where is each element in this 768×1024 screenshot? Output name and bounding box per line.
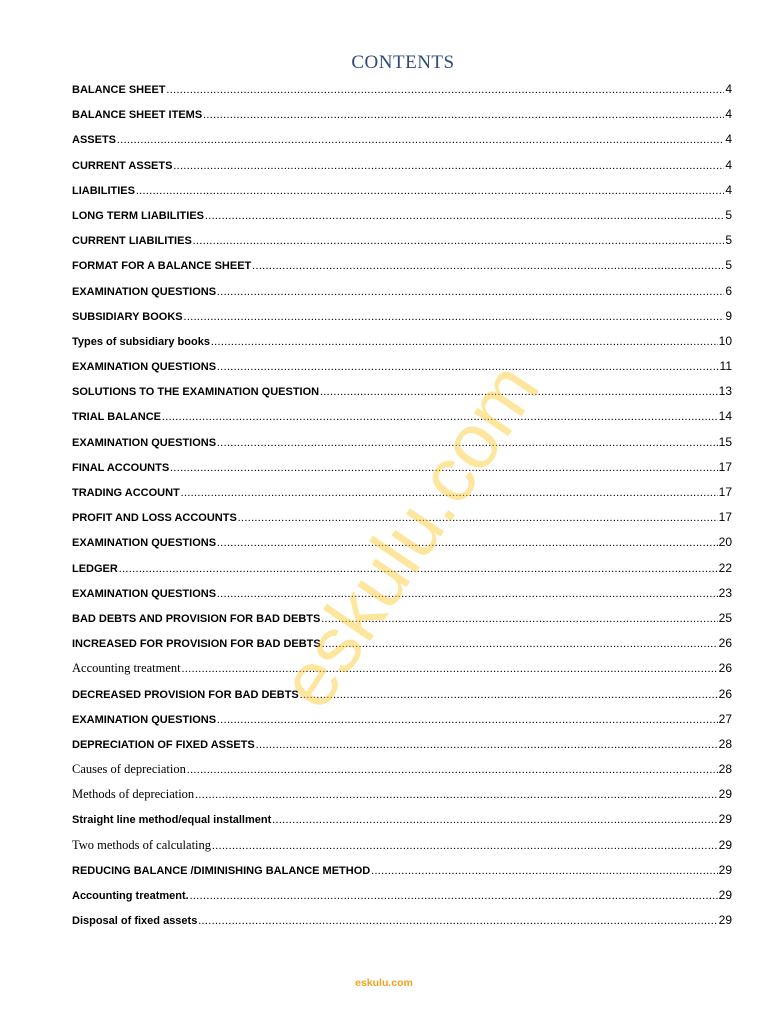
- toc-entry[interactable]: [72, 530, 732, 555]
- toc-entry[interactable]: [72, 631, 732, 656]
- toc-entry[interactable]: [72, 253, 732, 278]
- toc-entry-page-number: 29: [718, 812, 732, 827]
- toc-entry[interactable]: [72, 404, 732, 429]
- dot-leader: [217, 431, 718, 455]
- toc-entry-page-number: 28: [718, 762, 732, 777]
- dot-leader: [170, 456, 717, 480]
- toc-entry-page-number: 26: [718, 661, 732, 676]
- dot-leader: [184, 305, 725, 329]
- toc-entry-page-number: 27: [718, 711, 732, 726]
- watermark: eskulu.com: [262, 347, 556, 724]
- dot-leader: [190, 884, 718, 908]
- toc-entry-label: Accounting treatment: [72, 661, 181, 676]
- toc-entry[interactable]: [72, 757, 732, 782]
- toc-entry-page-number: 6: [725, 283, 732, 298]
- toc-entry-page-number: 5: [725, 207, 732, 222]
- toc-entry-page-number: 28: [718, 736, 732, 751]
- toc-entry[interactable]: [72, 556, 732, 581]
- toc-entry-label: REDUCING BALANCE /DIMINISHING BALANCE METHOD: [72, 864, 371, 877]
- toc-entry-page-number: 29: [718, 862, 732, 877]
- toc-entry-label: Two methods of calculating: [72, 837, 212, 852]
- toc-entry-label: FINAL ACCOUNTS: [72, 461, 170, 474]
- toc-entry-label: LIABILITIES: [72, 184, 135, 197]
- toc-entry-label: ASSETS: [72, 134, 117, 147]
- toc-entry-label: Causes of depreciation: [72, 762, 186, 777]
- toc-entry-page-number: 9: [725, 308, 732, 323]
- toc-entry-label: Types of subsidiary books: [72, 335, 210, 348]
- dot-leader: [203, 103, 724, 127]
- toc-entry-page-number: 5: [725, 233, 732, 248]
- toc-entry[interactable]: [72, 682, 732, 707]
- toc-entry-page-number: 14: [718, 409, 732, 424]
- toc-entry-label: CURRENT LIABILITIES: [72, 235, 192, 248]
- dot-leader: [182, 657, 718, 681]
- toc-entry-label: BALANCE SHEET ITEMS: [72, 109, 203, 122]
- toc-entry-page-number: 13: [718, 384, 732, 399]
- toc-entry-label: LONG TERM LIABILITIES: [72, 209, 204, 222]
- dot-leader: [119, 557, 718, 581]
- toc-entry-page-number: 11: [719, 359, 732, 374]
- dot-leader: [371, 859, 717, 883]
- toc-entry[interactable]: [72, 379, 732, 404]
- toc-entry-page-number: 22: [718, 560, 732, 575]
- toc-entry-label: SOLUTIONS TO THE EXAMINATION QUESTION: [72, 386, 320, 399]
- toc-entry-label: INCREASED FOR PROVISION FOR BAD DEBTS: [72, 638, 321, 651]
- dot-leader: [272, 808, 717, 832]
- toc-entry-label: DECREASED PROVISION FOR BAD DEBTS: [72, 688, 299, 701]
- toc-entry[interactable]: [72, 203, 732, 228]
- toc-entry[interactable]: [72, 833, 732, 858]
- toc-entry-label: Disposal of fixed assets: [72, 915, 198, 928]
- toc-entry[interactable]: [72, 581, 732, 606]
- toc-entry[interactable]: [72, 430, 732, 455]
- toc-entry[interactable]: [72, 102, 732, 127]
- toc-entry-label: EXAMINATION QUESTIONS: [72, 436, 217, 449]
- toc-entry-label: LEDGER: [72, 562, 118, 575]
- dot-leader: [136, 179, 724, 203]
- dot-leader: [187, 758, 718, 782]
- toc-entry[interactable]: [72, 77, 732, 102]
- toc-entry[interactable]: [72, 354, 732, 379]
- dot-leader: [252, 254, 724, 278]
- toc-entry-label: BAD DEBTS AND PROVISION FOR BAD DEBTS: [72, 612, 321, 625]
- toc-entry[interactable]: [72, 480, 732, 505]
- dot-leader: [195, 783, 717, 807]
- toc-entry-page-number: 20: [718, 535, 732, 550]
- toc-entry-page-number: 17: [718, 510, 732, 525]
- dot-leader: [167, 78, 725, 102]
- toc-entry-page-number: 4: [725, 132, 732, 147]
- toc-entry-label: Straight line method/equal installment: [72, 814, 272, 827]
- toc-entry[interactable]: [72, 279, 732, 304]
- dot-leader: [117, 128, 724, 152]
- toc-entry-page-number: 15: [718, 434, 732, 449]
- toc-entry-page-number: 29: [718, 787, 732, 802]
- toc-entry-page-number: 17: [718, 459, 732, 474]
- dot-leader: [238, 506, 718, 530]
- dot-leader: [300, 683, 718, 707]
- dot-leader: [217, 708, 718, 732]
- toc-entry[interactable]: [72, 153, 732, 178]
- toc-entry-label: Methods of depreciation: [72, 787, 195, 802]
- dot-leader: [322, 632, 718, 656]
- toc-entry-page-number: 4: [725, 82, 732, 96]
- dot-leader: [321, 607, 717, 631]
- toc-entry-page-number: 23: [718, 585, 732, 600]
- toc-entry[interactable]: [72, 732, 732, 757]
- toc-entry-page-number: 29: [718, 837, 732, 852]
- dot-leader: [211, 330, 718, 354]
- toc-entry-label: PROFIT AND LOSS ACCOUNTS: [72, 512, 237, 525]
- dot-leader: [193, 229, 725, 253]
- dot-leader: [181, 481, 718, 505]
- toc-entry-page-number: 26: [718, 686, 732, 701]
- toc-entry-page-number: 26: [718, 636, 732, 651]
- toc-entry[interactable]: [72, 127, 732, 152]
- toc-entry-page-number: 25: [718, 610, 732, 625]
- toc-entry-label: EXAMINATION QUESTIONS: [72, 361, 217, 374]
- table-of-contents: [72, 77, 732, 933]
- toc-entry-label: EXAMINATION QUESTIONS: [72, 713, 217, 726]
- toc-entry-label: EXAMINATION QUESTIONS: [72, 285, 217, 298]
- toc-entry-page-number: 10: [718, 333, 732, 348]
- toc-entry-page-number: 4: [725, 157, 732, 172]
- toc-entry[interactable]: [72, 908, 732, 933]
- dot-leader: [162, 405, 718, 429]
- toc-entry-label: DEPRECIATION OF FIXED ASSETS: [72, 738, 255, 751]
- toc-entry-label: EXAMINATION QUESTIONS: [72, 587, 217, 600]
- toc-entry-page-number: 5: [725, 258, 732, 273]
- dot-leader: [256, 733, 718, 757]
- toc-entry[interactable]: [72, 807, 732, 832]
- toc-entry[interactable]: [72, 883, 732, 908]
- dot-leader: [198, 909, 717, 933]
- toc-entry-page-number: 29: [718, 913, 732, 928]
- toc-entry[interactable]: [72, 228, 732, 253]
- toc-entry[interactable]: [72, 304, 732, 329]
- toc-entry-page-number: 4: [725, 107, 732, 122]
- toc-entry-label: SUBSIDIARY BOOKS: [72, 310, 183, 323]
- toc-entry[interactable]: [72, 505, 732, 530]
- dot-leader: [173, 154, 724, 178]
- toc-entry[interactable]: [72, 329, 732, 354]
- dot-leader: [205, 204, 724, 228]
- dot-leader: [217, 531, 718, 555]
- dot-leader: [320, 380, 718, 404]
- toc-entry-page-number: 29: [718, 888, 732, 902]
- dot-leader: [217, 582, 718, 606]
- toc-entry-label: EXAMINATION QUESTIONS: [72, 537, 217, 550]
- toc-entry[interactable]: [72, 606, 732, 631]
- footer-text: eskulu.com: [355, 977, 413, 989]
- toc-entry-label: TRIAL BALANCE: [72, 411, 162, 424]
- toc-entry-label: BALANCE SHEET: [72, 84, 166, 96]
- dot-leader: [217, 280, 724, 304]
- toc-entry-label: CURRENT ASSETS: [72, 159, 173, 172]
- toc-entry-label: Accounting treatment.: [72, 890, 189, 902]
- toc-entry-label: TRADING ACCOUNT: [72, 487, 180, 499]
- toc-entry[interactable]: [72, 455, 732, 480]
- toc-entry[interactable]: [72, 858, 732, 883]
- page-title: CONTENTS: [351, 52, 455, 73]
- toc-entry[interactable]: [72, 178, 732, 203]
- dot-leader: [217, 355, 719, 379]
- toc-entry-label: FORMAT FOR A BALANCE SHEET: [72, 260, 252, 273]
- toc-entry[interactable]: [72, 656, 732, 681]
- toc-entry-page-number: 4: [725, 182, 732, 197]
- toc-entry[interactable]: [72, 782, 732, 807]
- toc-entry[interactable]: [72, 707, 732, 732]
- dot-leader: [212, 834, 718, 858]
- toc-entry-page-number: 17: [718, 485, 732, 499]
